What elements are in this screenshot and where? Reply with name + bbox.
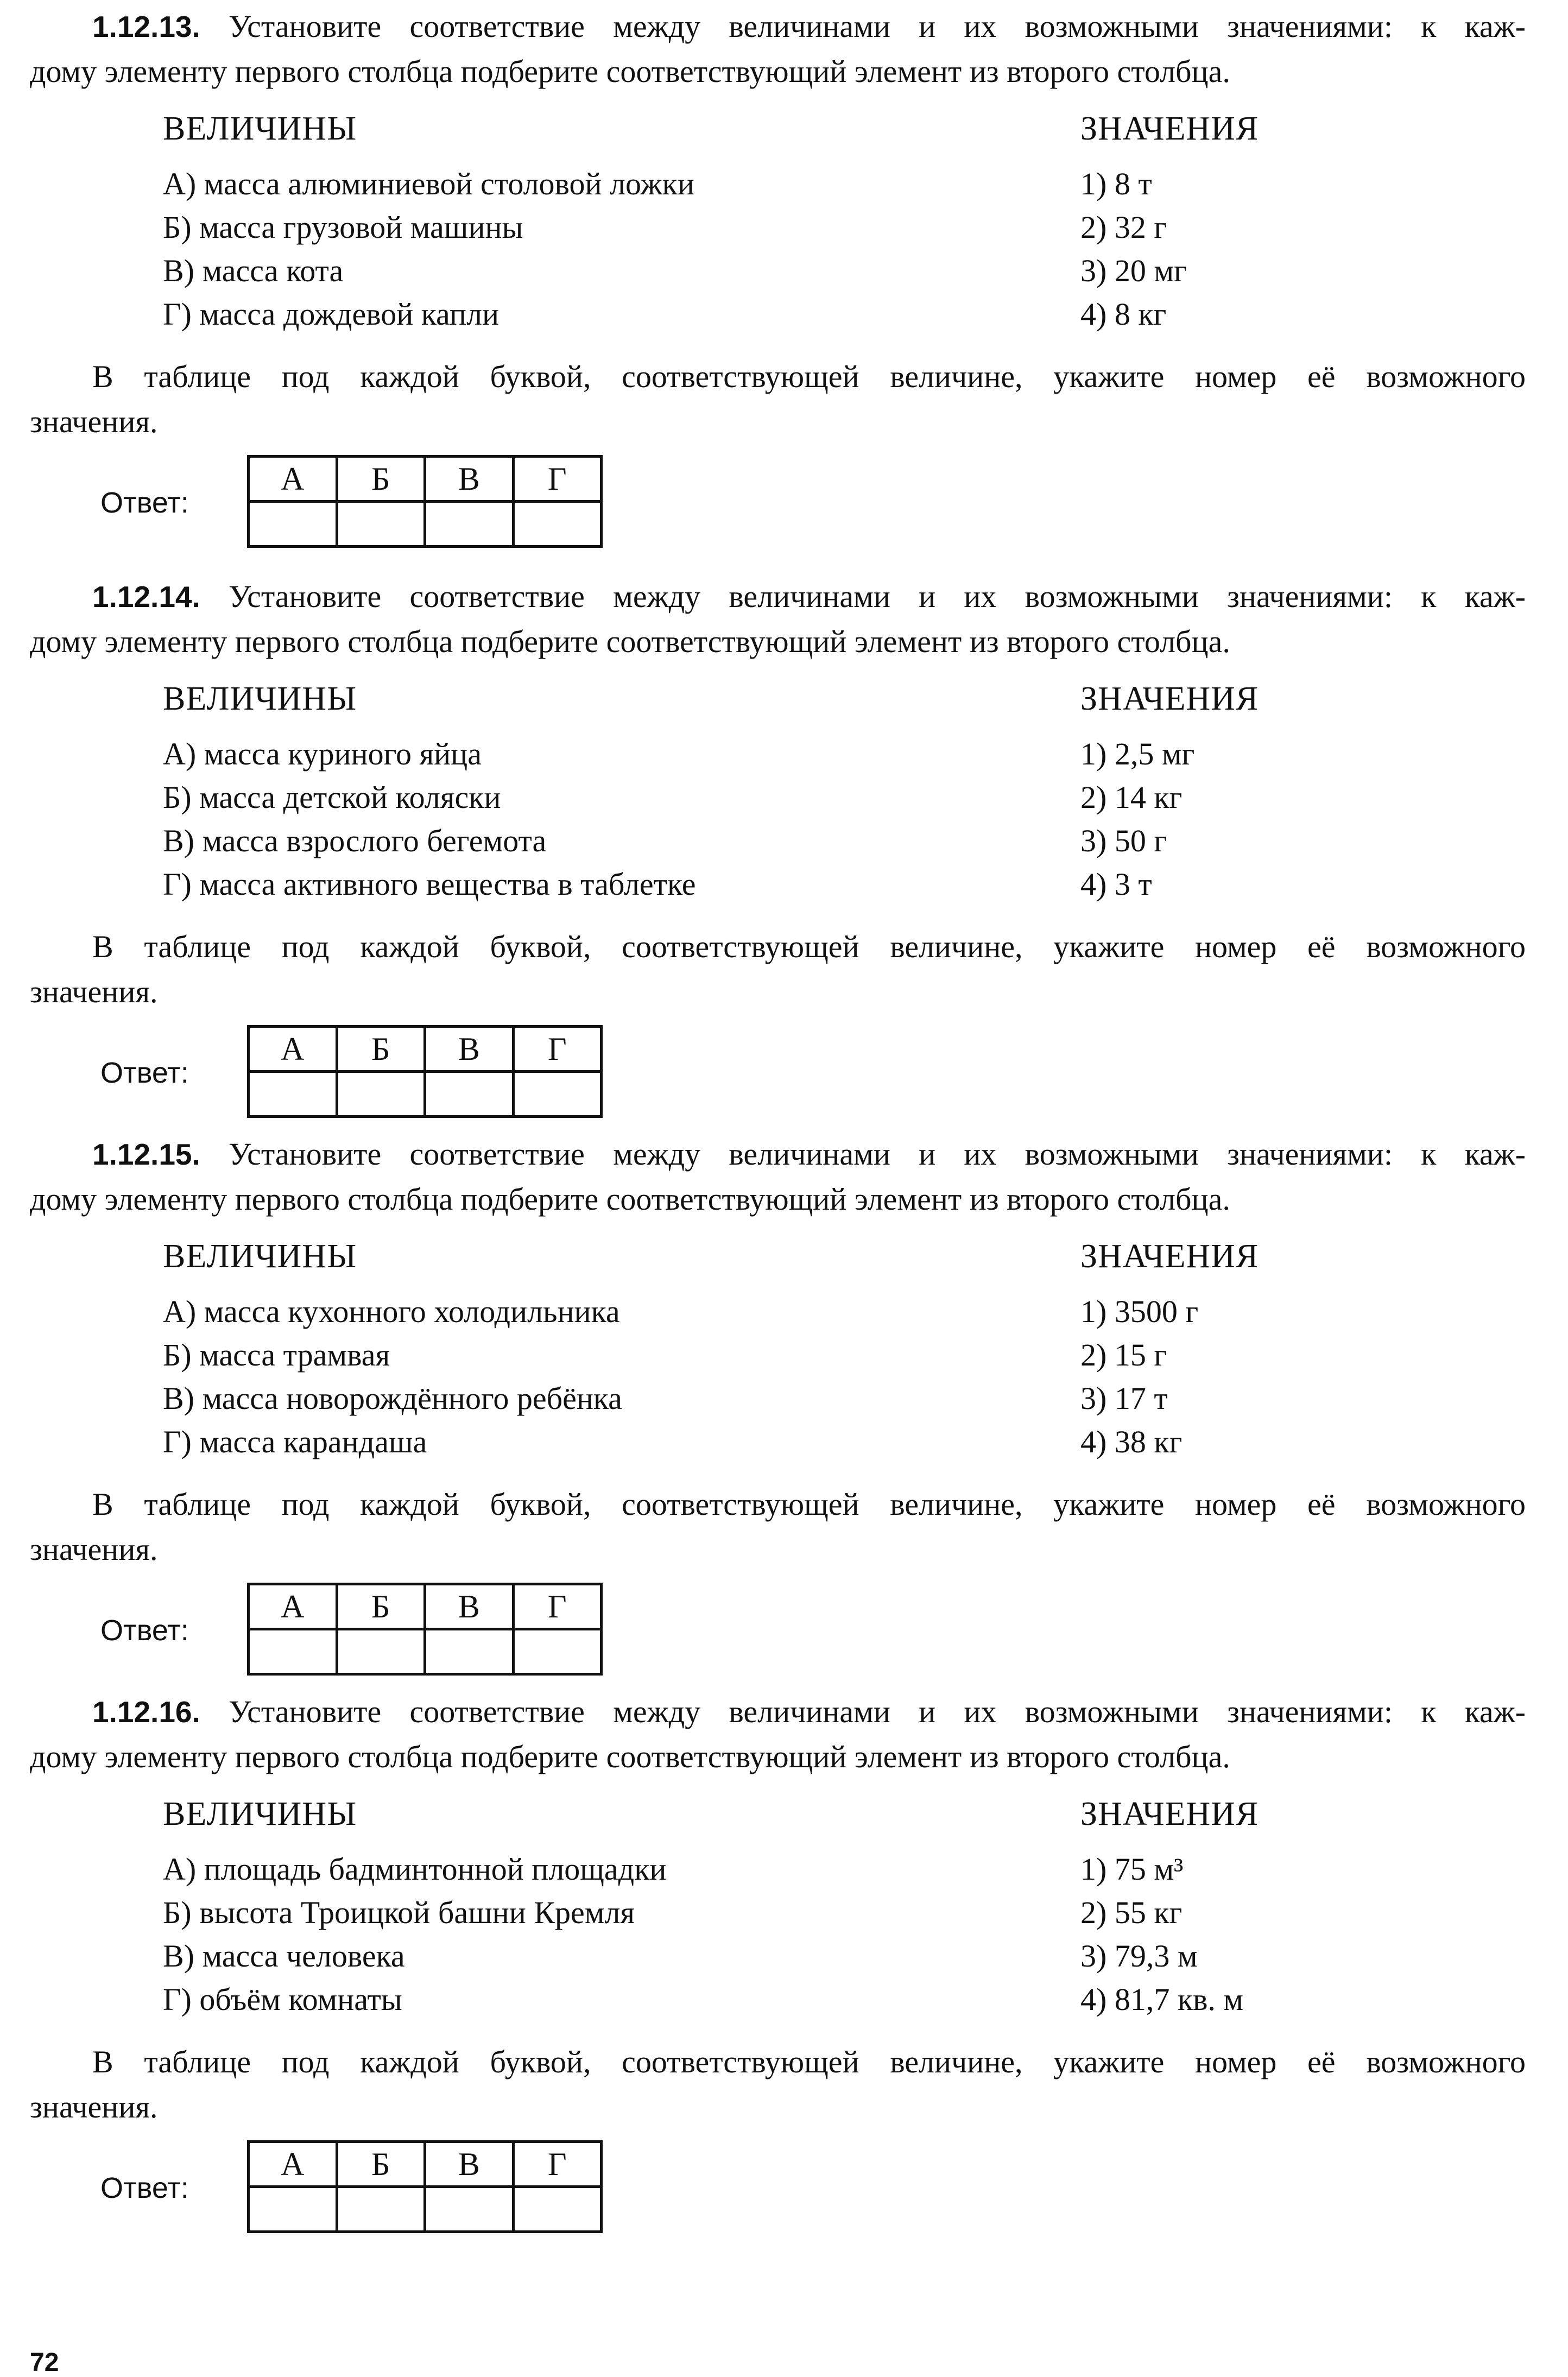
answer-table-entry-row xyxy=(249,2187,602,2232)
letter-b: Б xyxy=(337,1027,425,1072)
quantities-header: ВЕЛИЧИНЫ xyxy=(163,680,357,717)
instruction-line2: значения. xyxy=(30,1532,158,1567)
value-1: 1) 3500 г xyxy=(1080,1294,1199,1329)
value-2: 2) 32 г xyxy=(1080,210,1167,245)
page-number: 72 xyxy=(30,2348,59,2377)
value-1: 1) 8 т xyxy=(1080,166,1152,201)
letter-v: В xyxy=(425,2142,514,2187)
quantity-a: А) площадь бадминтонной площадки xyxy=(163,1851,667,1887)
letter-a: А xyxy=(249,2142,337,2187)
problem-number: 1.12.13. xyxy=(92,10,200,43)
values-header: ЗНАЧЕНИЯ xyxy=(1080,1238,1259,1275)
answer-cell-v[interactable] xyxy=(425,502,514,547)
answer-table-entry-row xyxy=(249,1072,602,1117)
values-header: ЗНАЧЕНИЯ xyxy=(1080,680,1259,717)
quantity-g: Г) масса карандаша xyxy=(163,1424,427,1459)
answer-table xyxy=(247,455,603,548)
quantity-b: Б) масса грузовой машины xyxy=(163,210,523,245)
problem-4 xyxy=(0,1696,1568,2253)
letter-g: Г xyxy=(513,1584,602,1629)
answer-cell-v[interactable] xyxy=(425,2187,514,2232)
letter-a: А xyxy=(249,1584,337,1629)
quantities-header: ВЕЛИЧИНЫ xyxy=(163,1238,357,1275)
quantity-b: Б) масса детской коляски xyxy=(163,780,501,815)
problem-number: 1.12.16. xyxy=(92,1695,200,1729)
value-3: 3) 79,3 м xyxy=(1080,1938,1198,1974)
answer-label: Ответ: xyxy=(100,2172,189,2204)
instruction-line2: значения. xyxy=(30,974,158,1009)
quantity-a: А) масса куриного яйца xyxy=(163,736,482,772)
answer-label: Ответ: xyxy=(100,486,189,519)
value-2: 2) 55 кг xyxy=(1080,1895,1183,1930)
answer-cell-g[interactable] xyxy=(513,1072,602,1117)
quantity-v: В) масса человека xyxy=(163,1938,405,1974)
letter-b: Б xyxy=(337,2142,425,2187)
answer-cell-a[interactable] xyxy=(249,1629,337,1674)
problem-intro-line2: дому элементу первого столбца подберите соответствующий элемент из второго столбца. xyxy=(30,1181,1230,1217)
value-4: 4) 3 т xyxy=(1080,867,1152,902)
problem-2 xyxy=(0,581,1568,1137)
problem-intro-line1: 1.12.16. Установите соответствие между величинами и их возможными значениями: к каж- xyxy=(92,1694,1526,1729)
letter-g: Г xyxy=(513,457,602,502)
problem-1 xyxy=(0,11,1568,567)
answer-table xyxy=(247,1025,603,1118)
value-3: 3) 20 мг xyxy=(1080,253,1187,288)
answer-table-header-row xyxy=(249,2142,602,2187)
quantity-b: Б) высота Троицкой башни Кремля xyxy=(163,1895,635,1930)
letter-a: А xyxy=(249,457,337,502)
problem-3 xyxy=(0,1136,1568,1695)
value-4: 4) 38 кг xyxy=(1080,1424,1183,1459)
answer-cell-v[interactable] xyxy=(425,1072,514,1117)
instruction-line2: значения. xyxy=(30,2089,158,2125)
value-2: 2) 15 г xyxy=(1080,1337,1167,1373)
letter-v: В xyxy=(425,1027,514,1072)
answer-table-header-row xyxy=(249,1027,602,1072)
letter-g: Г xyxy=(513,2142,602,2187)
answer-cell-a[interactable] xyxy=(249,502,337,547)
quantity-v: В) масса новорождённого ребёнка xyxy=(163,1381,622,1416)
instruction-line1: В таблице под каждой буквой, соответствующей величине, укажите номер её возможного xyxy=(92,2044,1526,2079)
answer-cell-a[interactable] xyxy=(249,2187,337,2232)
letter-b: Б xyxy=(337,457,425,502)
quantity-g: Г) масса активного вещества в таблетке xyxy=(163,867,696,902)
answer-cell-a[interactable] xyxy=(249,1072,337,1117)
problem-intro-line2: дому элементу первого столбца подберите соответствующий элемент из второго столбца. xyxy=(30,1739,1230,1774)
letter-a: А xyxy=(249,1027,337,1072)
values-header: ЗНАЧЕНИЯ xyxy=(1080,110,1259,147)
value-1: 1) 75 м³ xyxy=(1080,1851,1184,1887)
answer-label: Ответ: xyxy=(100,1614,189,1647)
answer-table-header-row xyxy=(249,457,602,502)
value-4: 4) 8 кг xyxy=(1080,296,1167,332)
answer-cell-b[interactable] xyxy=(337,2187,425,2232)
value-1: 1) 2,5 мг xyxy=(1080,736,1195,772)
value-3: 3) 17 т xyxy=(1080,1381,1168,1416)
answer-cell-g[interactable] xyxy=(513,2187,602,2232)
values-header: ЗНАЧЕНИЯ xyxy=(1080,1796,1259,1832)
instruction-line1: В таблице под каждой буквой, соответствующей величине, укажите номер её возможного xyxy=(92,929,1526,964)
problem-intro-line2: дому элементу первого столбца подберите соответствующий элемент из второго столбца. xyxy=(30,624,1230,659)
value-3: 3) 50 г xyxy=(1080,823,1167,858)
quantity-g: Г) объём комнаты xyxy=(163,1982,402,2017)
quantity-g: Г) масса дождевой капли xyxy=(163,296,500,332)
answer-cell-b[interactable] xyxy=(337,502,425,547)
letter-g: Г xyxy=(513,1027,602,1072)
quantity-v: В) масса кота xyxy=(163,253,344,288)
problem-intro-line1: 1.12.13. Установите соответствие между величинами и их возможными значениями: к каж- xyxy=(92,9,1526,44)
quantity-b: Б) масса трамвая xyxy=(163,1337,390,1373)
quantity-a: А) масса кухонного холодильника xyxy=(163,1294,620,1329)
answer-cell-b[interactable] xyxy=(337,1629,425,1674)
answer-cell-g[interactable] xyxy=(513,1629,602,1674)
quantities-header: ВЕЛИЧИНЫ xyxy=(163,1796,357,1832)
value-4: 4) 81,7 кв. м xyxy=(1080,1982,1244,2017)
problem-intro-line1: 1.12.14. Установите соответствие между величинами и их возможными значениями: к каж- xyxy=(92,579,1526,614)
problem-number: 1.12.15. xyxy=(92,1137,200,1171)
quantities-header: ВЕЛИЧИНЫ xyxy=(163,110,357,147)
instruction-line2: значения. xyxy=(30,404,158,439)
letter-v: В xyxy=(425,1584,514,1629)
answer-cell-b[interactable] xyxy=(337,1072,425,1117)
answer-cell-v[interactable] xyxy=(425,1629,514,1674)
instruction-line1: В таблице под каждой буквой, соответствующей величине, укажите номер её возможного xyxy=(92,1487,1526,1522)
answer-table xyxy=(247,1583,603,1676)
answer-cell-g[interactable] xyxy=(513,502,602,547)
answer-table-entry-row xyxy=(249,502,602,547)
value-2: 2) 14 кг xyxy=(1080,780,1183,815)
letter-b: Б xyxy=(337,1584,425,1629)
letter-v: В xyxy=(425,457,514,502)
quantity-v: В) масса взрослого бегемота xyxy=(163,823,547,858)
answer-table-header-row xyxy=(249,1584,602,1629)
instruction-line1: В таблице под каждой буквой, соответствующей величине, укажите номер её возможного xyxy=(92,359,1526,394)
quantity-a: А) масса алюминиевой столовой ложки xyxy=(163,166,694,201)
problem-intro-line1: 1.12.15. Установите соответствие между величинами и их возможными значениями: к каж- xyxy=(92,1136,1526,1172)
answer-table xyxy=(247,2140,603,2233)
answer-table-entry-row xyxy=(249,1629,602,1674)
answer-label: Ответ: xyxy=(100,1057,189,1089)
problem-number: 1.12.14. xyxy=(92,580,200,614)
problem-intro-line2: дому элементу первого столбца подберите соответствующий элемент из второго столбца. xyxy=(30,54,1230,89)
